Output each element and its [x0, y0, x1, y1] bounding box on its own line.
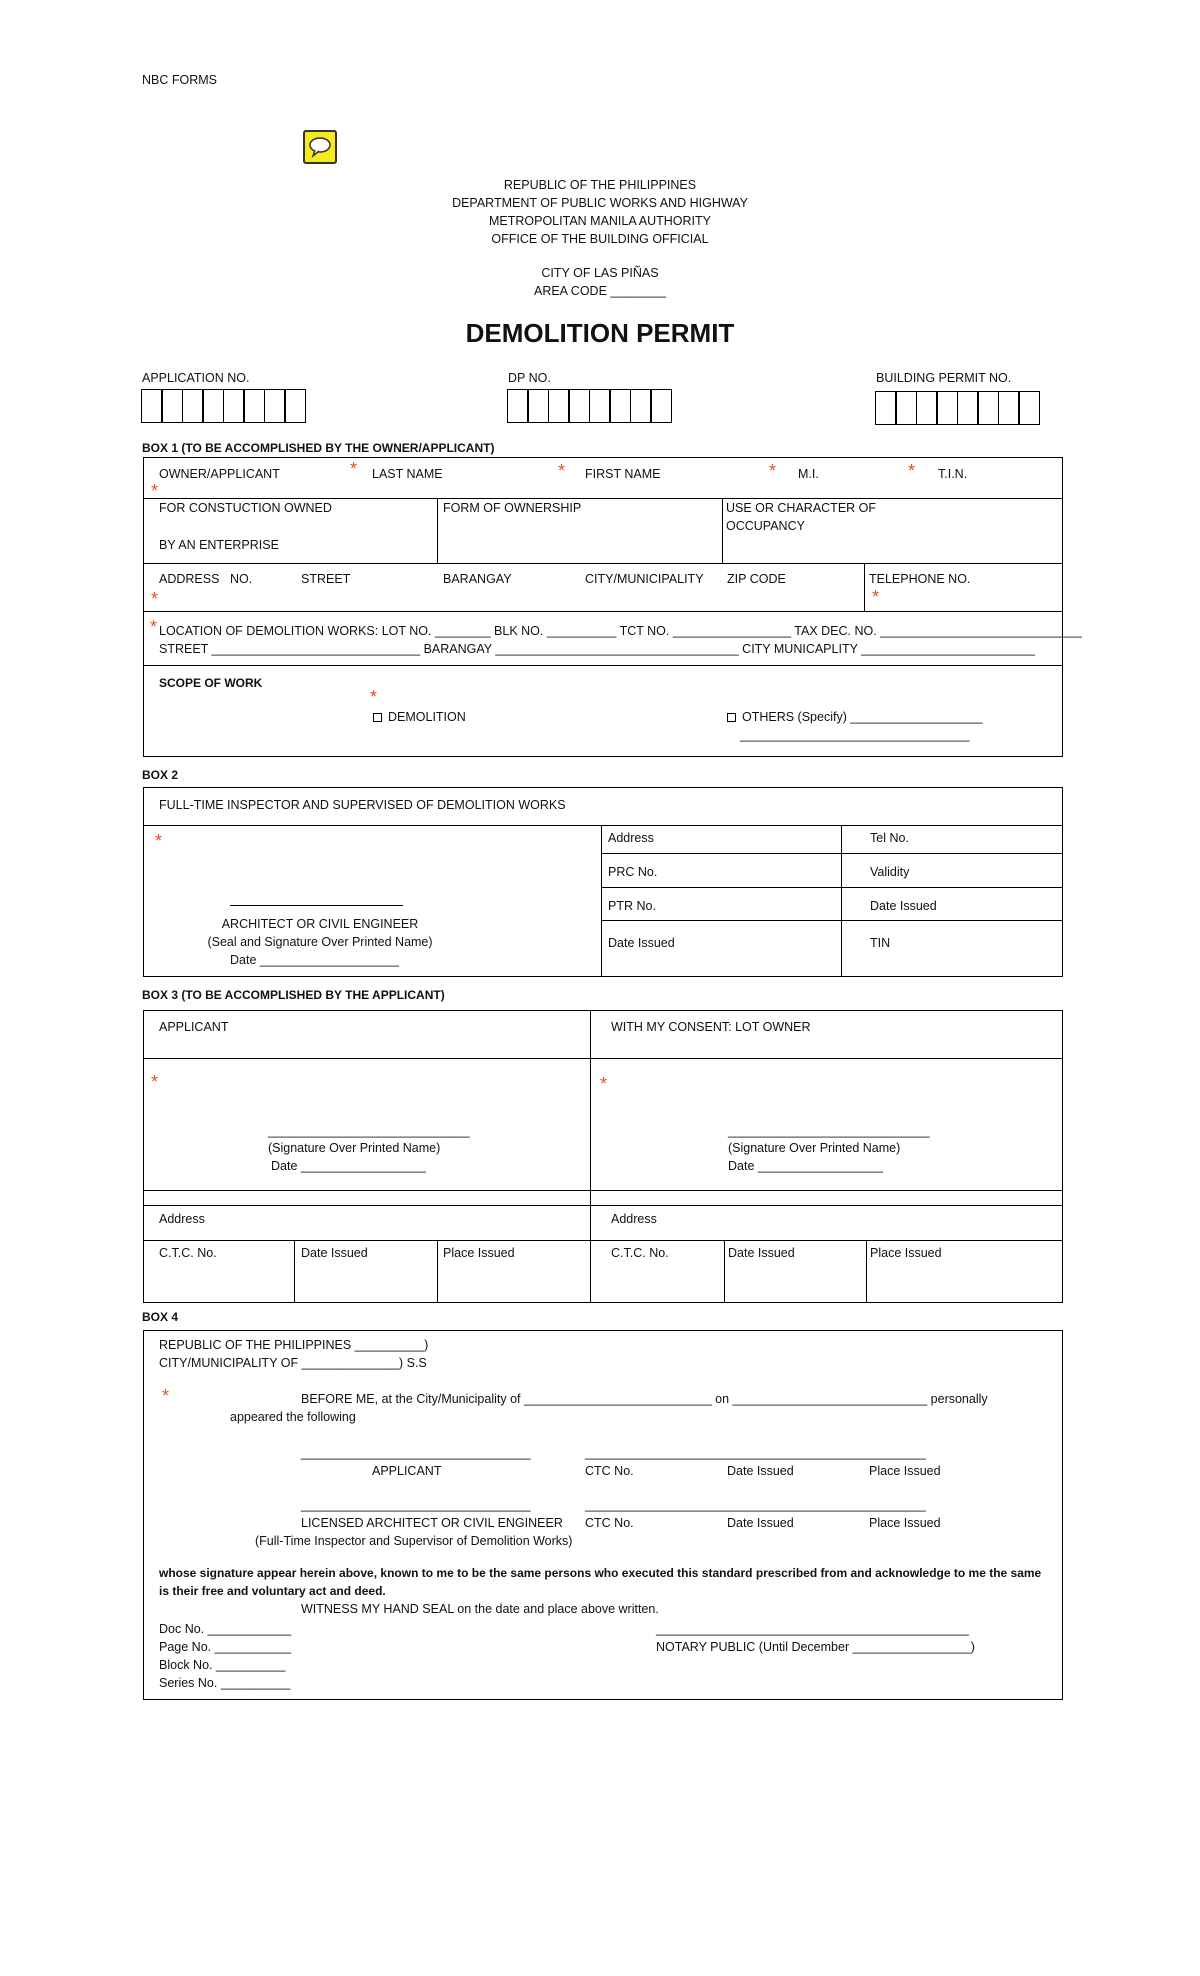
by-enterprise-label: BY AN ENTERPRISE	[159, 538, 279, 552]
building-permit-no-label: BUILDING PERMIT NO.	[876, 371, 1012, 385]
city-municipality-label: CITY/MUNICIPALITY	[585, 572, 704, 586]
seal-signature-label: (Seal and Signature Over Printed Name)	[207, 935, 433, 949]
consent-label: WITH MY CONSENT: LOT OWNER	[611, 1020, 811, 1034]
before-me-line: BEFORE ME, at the City/Municipality of ___________________________ on ____________________________ personally	[301, 1392, 988, 1406]
box3-applicant-label: APPLICANT	[159, 1020, 229, 1034]
header-line-2: DEPARTMENT OF PUBLIC WORKS AND HIGHWAY	[452, 196, 748, 210]
republic-line: REPUBLIC OF THE PHILIPPINES __________)	[159, 1338, 429, 1352]
owner-applicant-label: OWNER/APPLICANT	[159, 467, 280, 481]
use-character-label-2: OCCUPANCY	[726, 519, 805, 533]
tin-label: T.I.N.	[938, 467, 968, 481]
street-label: STREET	[301, 572, 351, 586]
notary-line: _____________________________________________	[656, 1622, 969, 1636]
header-line-4: OFFICE OF THE BUILDING OFFICIAL	[491, 232, 709, 246]
appeared-line: appeared the following	[230, 1410, 356, 1424]
block-no: Block No. __________	[159, 1658, 286, 1672]
box1-heading: BOX 1 (TO BE ACCOMPLISHED BY THE OWNER/APPLICANT)	[142, 441, 495, 455]
date-issued-left: Date Issued	[301, 1246, 368, 1260]
header-city: CITY OF LAS PIÑAS	[541, 266, 659, 280]
doc-no: Doc No. ____________	[159, 1622, 292, 1636]
dp-no-label: DP NO.	[508, 371, 551, 385]
ptr-no-label: PTR No.	[608, 899, 656, 913]
ctc-no-right: C.T.C. No.	[611, 1246, 669, 1260]
box4-ctc-no-2: CTC No.	[585, 1516, 634, 1530]
box4-place-issued-2: Place Issued	[869, 1516, 941, 1530]
box3-heading: BOX 3 (TO BE ACCOMPLISHED BY THE APPLICANT)	[142, 988, 445, 1002]
series-no: Series No. __________	[159, 1676, 291, 1690]
others-checkbox[interactable]	[727, 713, 736, 722]
box4-date-issued-2: Date Issued	[727, 1516, 794, 1530]
date-issued-right: Date Issued	[728, 1246, 795, 1260]
inspector-title: FULL-TIME INSPECTOR AND SUPERVISED OF DEMOLITION WORKS	[159, 798, 566, 812]
architect-date: Date ____________________	[230, 953, 399, 967]
box2-date-issued-label: Date Issued	[870, 899, 937, 913]
mi-label: M.I.	[798, 467, 819, 481]
box4-date-issued-1: Date Issued	[727, 1464, 794, 1478]
prc-no-label: PRC No.	[608, 865, 658, 879]
telephone-no-label: TELEPHONE NO.	[869, 572, 971, 586]
no-label: NO.	[230, 572, 253, 586]
top-label: NBC FORMS	[142, 73, 217, 87]
first-name-label: FIRST NAME	[585, 467, 661, 481]
applicant-line-right: _________________________________________________	[585, 1446, 926, 1460]
address-label: ADDRESS	[159, 572, 220, 586]
header-line-3: METROPOLITAN MANILA AUTHORITY	[488, 214, 712, 228]
licensed-label: LICENSED ARCHITECT OR CIVIL ENGINEER	[301, 1516, 563, 1530]
witness-line: WITNESS MY HAND SEAL on the date and place above written.	[301, 1602, 659, 1616]
barangay-label: BARANGAY	[443, 572, 512, 586]
page-title: DEMOLITION PERMIT	[465, 318, 735, 348]
place-issued-right: Place Issued	[870, 1246, 942, 1260]
notary-label: NOTARY PUBLIC (Until December _________________)	[656, 1640, 975, 1654]
validity-label: Validity	[870, 865, 910, 879]
use-character-label-1: USE OR CHARACTER OF	[726, 501, 877, 515]
zip-code-label: ZIP CODE	[727, 572, 786, 586]
demolition-checkbox[interactable]	[373, 713, 382, 722]
applicant-date: Date __________________	[271, 1159, 427, 1173]
demolition-option[interactable]	[373, 710, 466, 724]
box2-date-issued-2-label: Date Issued	[608, 936, 675, 950]
demolition-label: DEMOLITION	[388, 710, 466, 724]
box3-address-right: Address	[611, 1212, 657, 1226]
applicant-sig-label: (Signature Over Printed Name)	[268, 1141, 441, 1155]
box4-ctc-no-1: CTC No.	[585, 1464, 634, 1478]
last-name-label: LAST NAME	[372, 467, 443, 481]
ctc-no-left: C.T.C. No.	[159, 1246, 217, 1260]
application-no-cells[interactable]	[142, 389, 306, 423]
dp-no-cells[interactable]	[508, 389, 672, 423]
city-municipality-line: CITY/MUNICIPALITY OF ______________) S.S	[159, 1356, 427, 1370]
whose-line-2: is their free and voluntary act and deed.	[159, 1584, 386, 1598]
box2-heading: BOX 2	[142, 768, 179, 782]
licensed-line-right: _________________________________________________	[585, 1498, 926, 1512]
applicant-line-left: _________________________________	[301, 1446, 531, 1460]
owner-sig-label: (Signature Over Printed Name)	[728, 1141, 901, 1155]
location-line-2: STREET ______________________________ BARANGAY ___________________________________ CITY MUNICAPLITY _________________________	[159, 642, 1035, 656]
fulltime-label: (Full-Time Inspector and Supervisor of Demolition Works)	[255, 1534, 573, 1548]
box4-heading: BOX 4	[142, 1310, 179, 1324]
scope-of-work-label: SCOPE OF WORK	[159, 676, 263, 690]
licensed-line-left: _________________________________	[301, 1498, 531, 1512]
applicant-sig-line: _____________________________	[268, 1124, 470, 1138]
application-no-label: APPLICATION NO.	[142, 371, 250, 385]
box3-address-left: Address	[159, 1212, 205, 1226]
architect-label: ARCHITECT OR CIVIL ENGINEER	[221, 917, 419, 931]
location-line-1: LOCATION OF DEMOLITION WORKS: LOT NO. ________ BLK NO. __________ TCT NO. _________________ TAX DEC. NO. _____________________________	[159, 624, 1082, 638]
header-line-1: REPUBLIC OF THE PHILIPPINES	[503, 178, 697, 192]
owner-sig-line: _____________________________	[728, 1124, 930, 1138]
tel-no-label: Tel No.	[870, 831, 909, 845]
architect-sig-line	[230, 905, 403, 906]
header-area-code: AREA CODE ________	[533, 284, 667, 298]
box4-applicant-label: APPLICANT	[372, 1464, 442, 1478]
others-label: OTHERS (Specify) ___________________	[742, 710, 983, 724]
building-permit-no-cells[interactable]	[876, 391, 1040, 425]
owner-date: Date __________________	[728, 1159, 884, 1173]
form-of-ownership-label: FORM OF OWNERSHIP	[443, 501, 582, 515]
others-option[interactable]	[727, 710, 982, 724]
place-issued-left: Place Issued	[443, 1246, 515, 1260]
whose-line-1: whose signature appear herein above, known to me to be the same persons who executed this standard prescribed from and acknowledge to me the same	[159, 1566, 1042, 1580]
box4-place-issued-1: Place Issued	[869, 1464, 941, 1478]
box2-tin-label: TIN	[870, 936, 891, 950]
construction-owned-label: FOR CONSTUCTION OWNED	[159, 501, 332, 515]
others-line-2: _________________________________	[740, 728, 970, 742]
box2-address-label: Address	[608, 831, 654, 845]
comment-icon[interactable]	[303, 130, 337, 164]
page-no: Page No. ___________	[159, 1640, 292, 1654]
